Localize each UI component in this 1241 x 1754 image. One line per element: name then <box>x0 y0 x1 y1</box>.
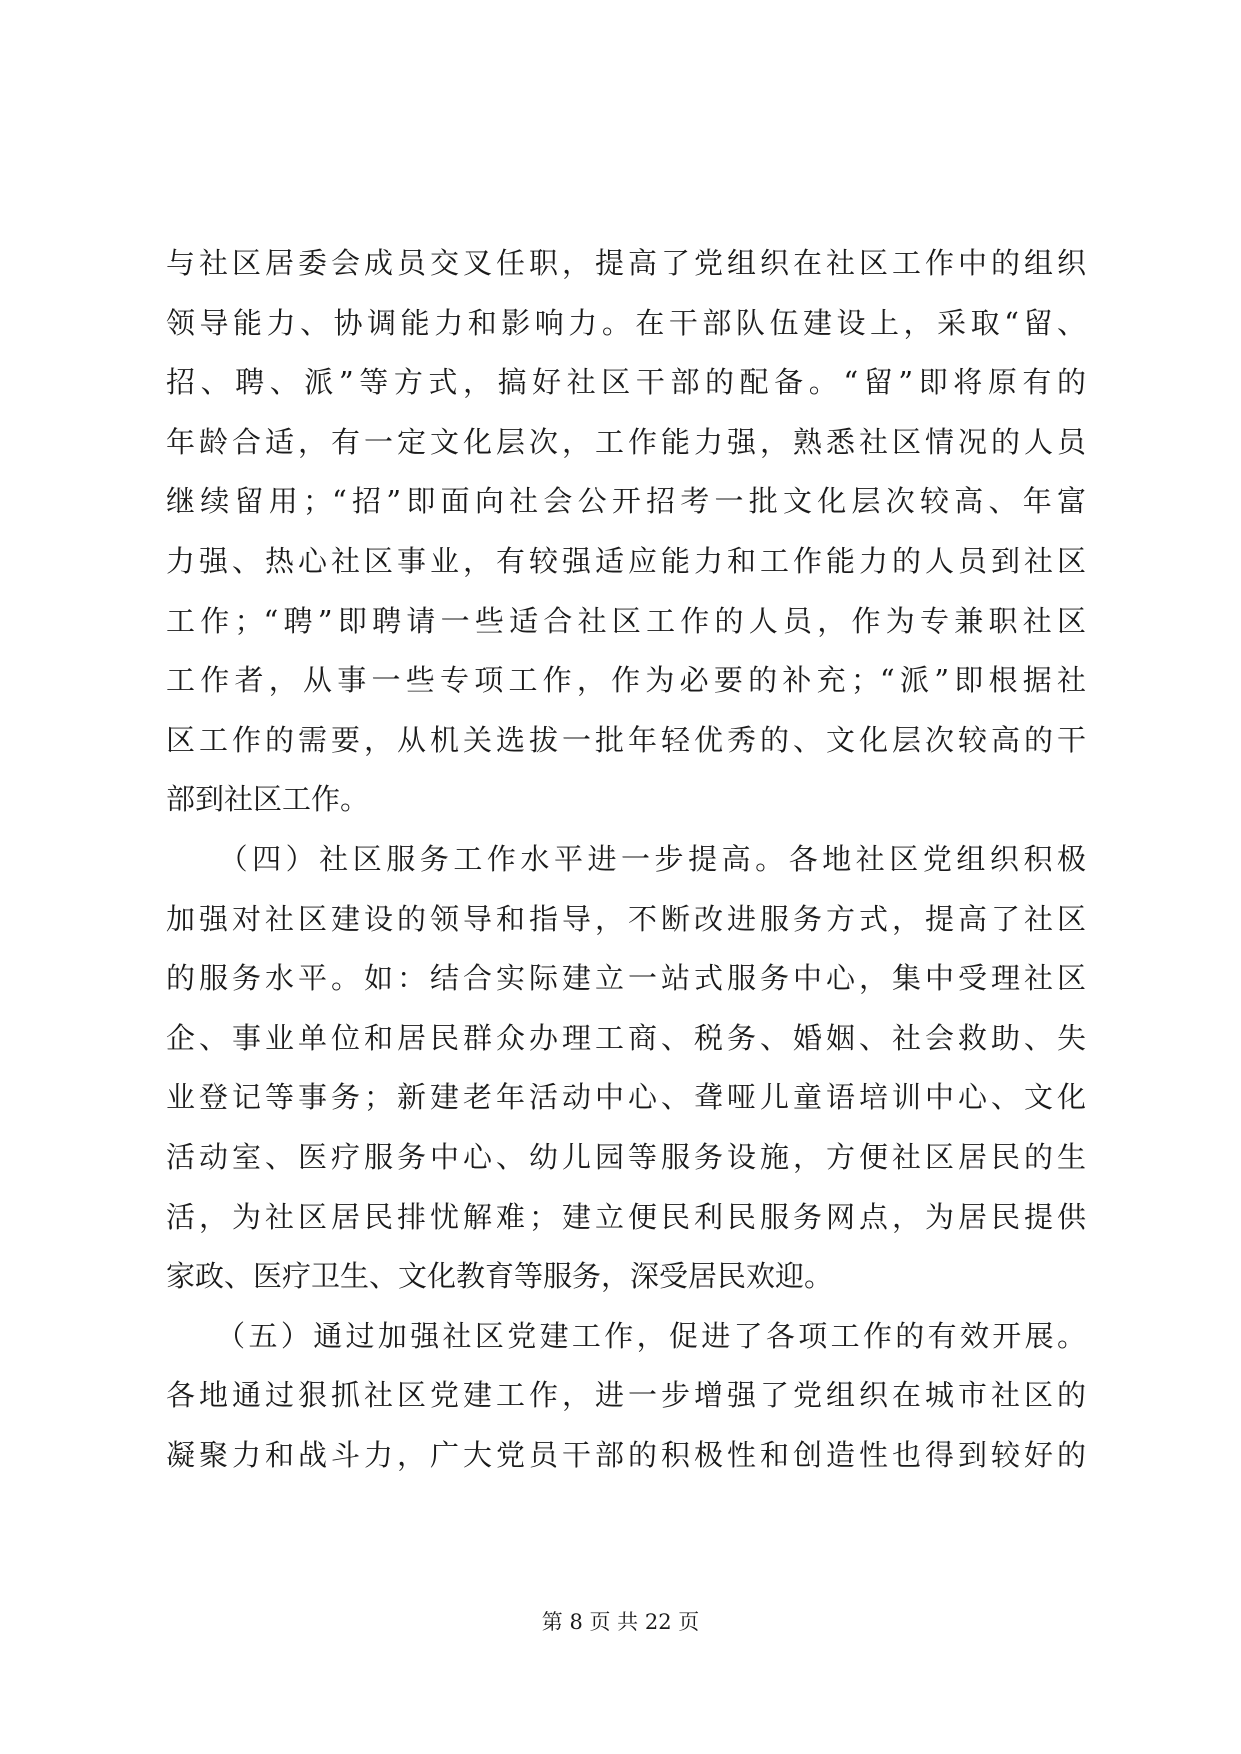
text-line: 继续留用；“招”即面向社会公开招考一批文化层次较高、年富 <box>166 484 1086 519</box>
body-text <box>166 234 1086 1485</box>
text-line: 招、聘、派”等方式，搞好社区干部的配备。“留”即将原有的 <box>166 365 1086 400</box>
text-line: 领导能力、协调能力和影响力。在干部队伍建设上，采取“留、 <box>166 305 1086 340</box>
text-line: 企、事业单位和居民群众办理工商、税务、婚姻、社会救助、失 <box>166 1020 1086 1055</box>
text-line: 凝聚力和战斗力，广大党员干部的积极性和创造性也得到较好的 <box>166 1437 1086 1472</box>
text-line: 业登记等事务；新建老年活动中心、聋哑儿童语培训中心、文化 <box>166 1080 1086 1115</box>
text-line: （四）社区服务工作水平进一步提高。各地社区党组织积极 <box>166 841 1086 876</box>
text-line: 力强、热心社区事业，有较强适应能力和工作能力的人员到社区 <box>166 543 1086 578</box>
text-line: 工作；“聘”即聘请一些适合社区工作的人员，作为专兼职社区 <box>166 603 1086 638</box>
text-line: 的服务水平。如：结合实际建立一站式服务中心，集中受理社区 <box>166 961 1086 996</box>
text-line: 工作者，从事一些专项工作，作为必要的补充；“派”即根据社 <box>166 663 1086 698</box>
text-line: 各地通过狠抓社区党建工作，进一步增强了党组织在城市社区的 <box>166 1378 1086 1413</box>
text-line: 加强对社区建设的领导和指导，不断改进服务方式，提高了社区 <box>166 901 1086 936</box>
text-line: 家政、医疗卫生、文化教育等服务，深受居民欢迎。 <box>166 1259 834 1294</box>
page-footer: 第 8 页 共 22 页 <box>541 1610 700 1634</box>
text-line: （五）通过加强社区党建工作，促进了各项工作的有效开展。 <box>166 1318 1086 1353</box>
text-line: 年龄合适，有一定文化层次，工作能力强，熟悉社区情况的人员 <box>166 424 1086 459</box>
text-line: 部到社区工作。 <box>166 782 370 817</box>
text-line: 活，为社区居民排忧解难；建立便民利民服务网点，为居民提供 <box>166 1199 1086 1234</box>
text-line: 活动室、医疗服务中心、幼儿园等服务设施，方便社区居民的生 <box>166 1139 1086 1174</box>
text-line: 与社区居委会成员交叉任职，提高了党组织在社区工作中的组织 <box>166 246 1086 280</box>
text-line: 区工作的需要，从机关选拔一批年轻优秀的、文化层次较高的干 <box>166 722 1086 757</box>
